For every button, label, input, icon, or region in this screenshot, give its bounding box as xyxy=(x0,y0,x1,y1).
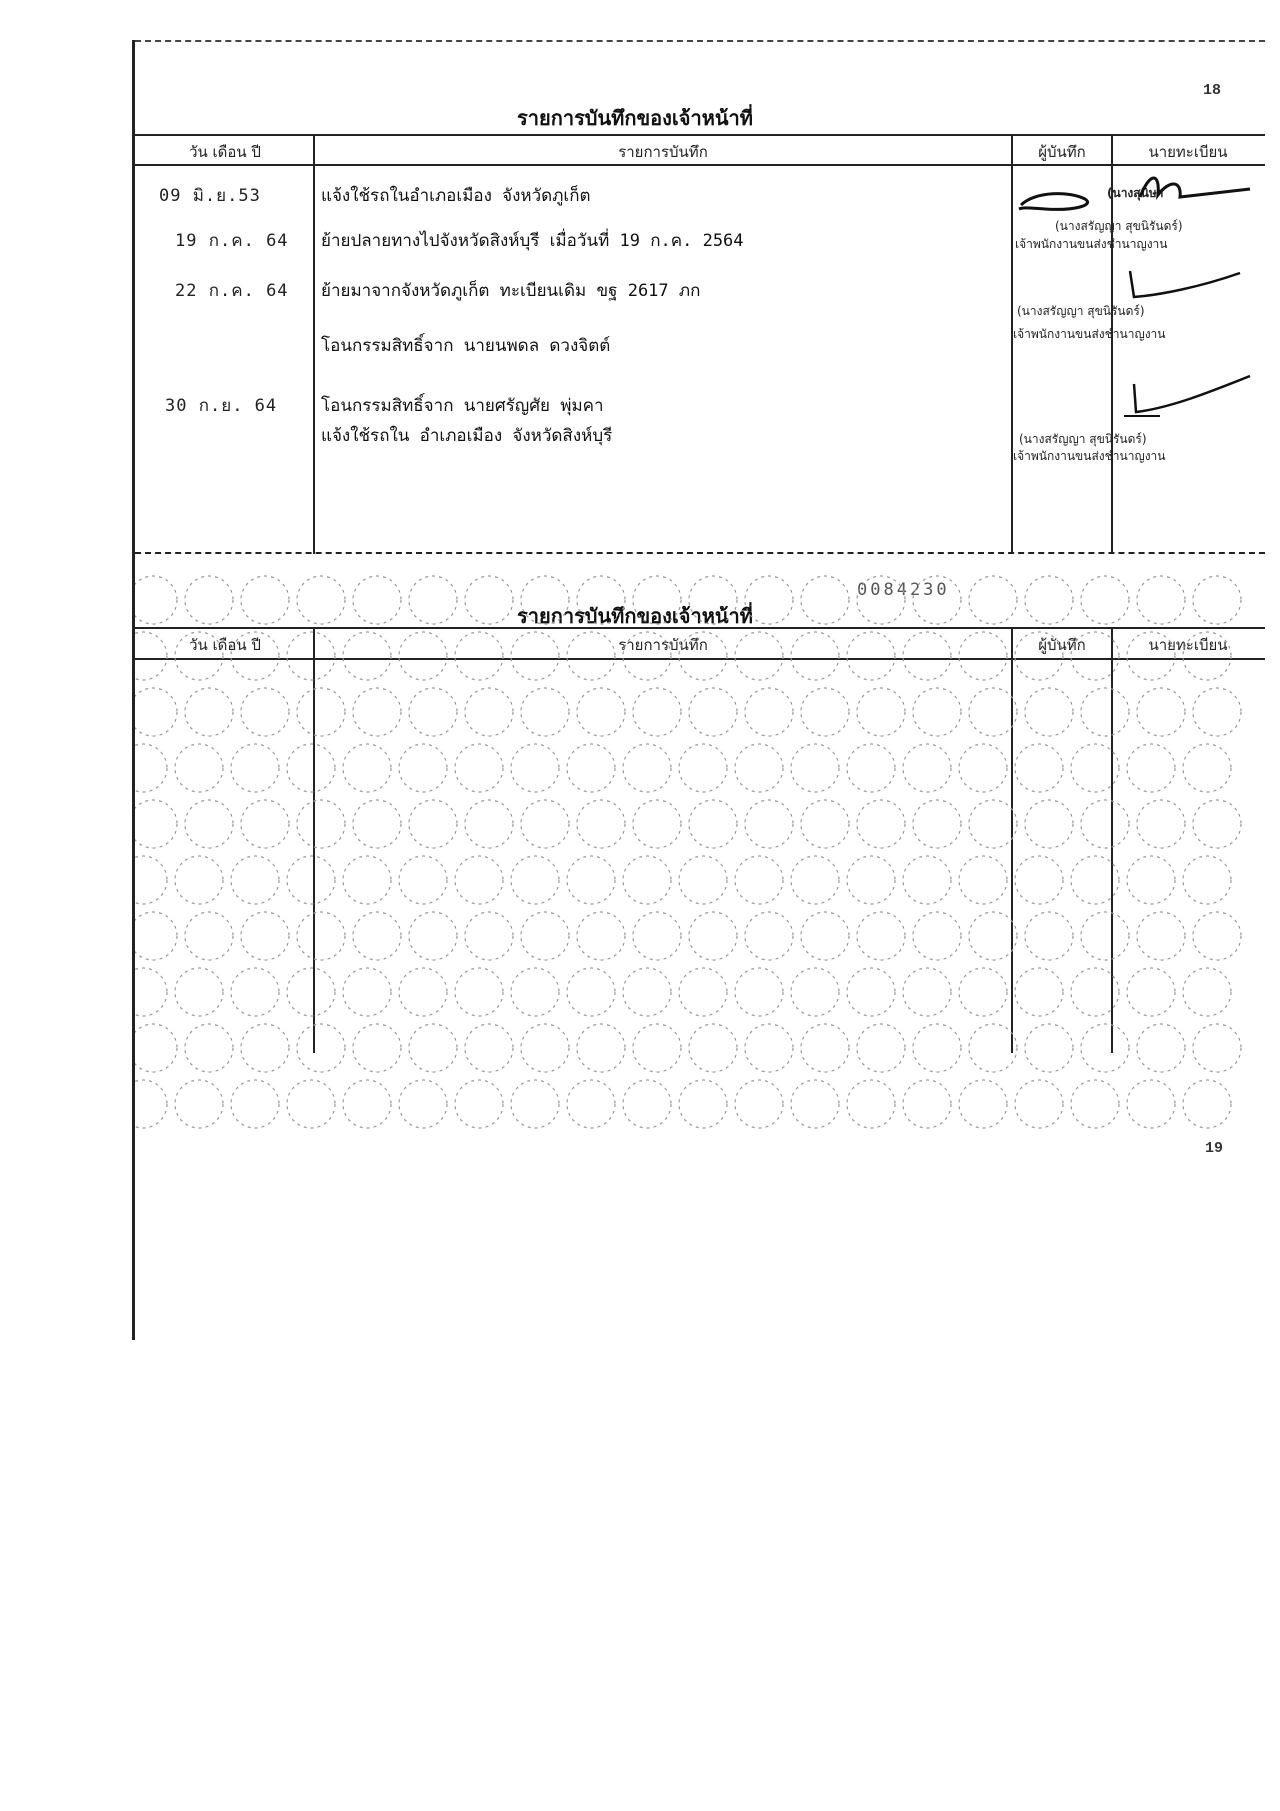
recorder-signature-1 xyxy=(1015,187,1105,217)
header-recorder: ผู้บันทึก xyxy=(1038,143,1086,161)
row-1-text: แจ้งใช้รถในอำเภอเมือง จังหวัดภูเก็ต xyxy=(321,186,591,206)
row-2-date: 19 ก.ค. 64 xyxy=(175,231,289,251)
header-recorder-2: ผู้บันทึก xyxy=(1038,636,1086,654)
row-5-text: โอนกรรมสิทธิ์จาก นายศรัญศัย พุ่มคา xyxy=(321,396,604,416)
document-sheet xyxy=(132,40,1265,1340)
table-1-bottom-border xyxy=(135,552,1265,554)
table-1-header-border xyxy=(135,164,1265,166)
registrar-signature-1 xyxy=(1120,167,1260,217)
recorder-3-title: เจ้าพนักงานขนส่งชำนาญงาน xyxy=(1013,449,1166,463)
row-3-text: ย้ายมาจากจังหวัดภูเก็ต ทะเบียนเดิม ขฐ 2617 ภก xyxy=(321,281,701,301)
page-number-bottom: 19 xyxy=(1205,1140,1224,1157)
recorder-2-title: เจ้าพนักงานขนส่งชำนาญงาน xyxy=(1013,327,1166,341)
page-number-top: 18 xyxy=(1203,82,1222,99)
table-1-col-divider-1 xyxy=(313,134,315,554)
table-1-top-border xyxy=(135,134,1265,136)
header-entry-2: รายการบันทึก xyxy=(618,636,708,654)
recorder-2-name: (นางสรัญญา สุขนิรันดร์) xyxy=(1017,304,1145,318)
registrar-stamp-name: (นางสุนิษา xyxy=(1107,186,1164,200)
recorder-1-name: (นางสรัญญา สุขนิรันดร์) xyxy=(1055,219,1183,233)
registrar-signature-2 xyxy=(1120,267,1260,317)
header-date: วัน เดือน ปี xyxy=(189,143,261,161)
table-1-col-divider-2 xyxy=(1011,134,1013,554)
recorder-1-title: เจ้าพนักงานขนส่งชำนาญงาน xyxy=(1015,237,1168,251)
section-1-title: รายการบันทึกของเจ้าหน้าที่ xyxy=(517,106,753,130)
recorder-3-name: (นางสรัญญา สุขนิรันดร์) xyxy=(1019,432,1147,446)
row-6-text: แจ้งใช้รถใน อำเภอเมือง จังหวัดสิงห์บุรี xyxy=(321,426,613,446)
registrar-signature-3 xyxy=(1120,372,1260,432)
header-entry: รายการบันทึก xyxy=(618,143,708,161)
table-2-col-divider-1 xyxy=(313,627,315,1053)
records-section-1 xyxy=(135,40,1265,632)
row-3-date: 22 ก.ค. 64 xyxy=(175,281,289,301)
row-2-text: ย้ายปลายทางไปจังหวัดสิงห์บุรี เมื่อวันที่ 19 ก.ค. 2564 xyxy=(321,231,744,251)
header-registrar: นายทะเบียน xyxy=(1148,143,1228,161)
serial-stamp: 0084230 xyxy=(857,580,950,600)
header-date-2: วัน เดือน ปี xyxy=(189,636,261,654)
records-section-2 xyxy=(135,580,1265,1260)
row-4-text: โอนกรรมสิทธิ์จาก นายนพดล ดวงจิตต์ xyxy=(321,336,611,356)
row-1-date: 09 มิ.ย.53 xyxy=(159,186,261,206)
table-2-col-divider-2 xyxy=(1011,627,1013,1053)
row-5-date: 30 ก.ย. 64 xyxy=(165,396,278,416)
table-2-header-border xyxy=(135,658,1265,660)
header-registrar-2: นายทะเบียน xyxy=(1148,636,1228,654)
section-2-title: รายการบันทึกของเจ้าหน้าที่ xyxy=(517,604,753,628)
table-2-top-border xyxy=(135,627,1265,629)
table-2-col-divider-3 xyxy=(1111,627,1113,1053)
